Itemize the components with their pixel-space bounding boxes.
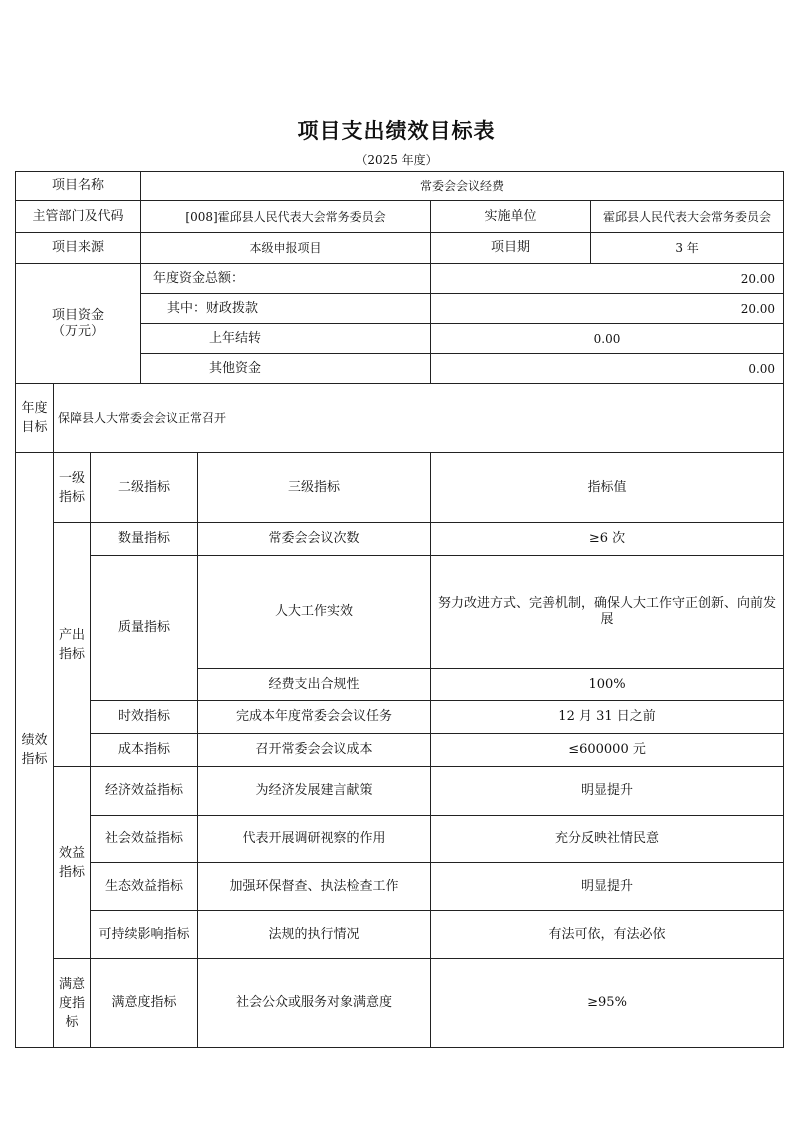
- funds-fiscal-label: 其中：财政拨款: [141, 294, 431, 324]
- satisfaction-label: 满意度指标: [54, 959, 91, 1048]
- dept-value: [008]霍邱县人民代表大会常务委员会: [141, 201, 431, 233]
- impl-value: 霍邱县人民代表大会常务委员会: [591, 201, 784, 233]
- table-row: [16, 863, 784, 911]
- table-row: [16, 453, 784, 523]
- table-row: [16, 233, 784, 264]
- table-row: [16, 767, 784, 816]
- level3-cell: 人大工作实效: [198, 556, 431, 669]
- year-subtitle: （2025 年度）: [355, 153, 438, 167]
- funds-total-value: 20.00: [431, 264, 784, 294]
- table-row: [16, 911, 784, 959]
- level2-cell: 可持续影响指标: [91, 911, 198, 959]
- header-level1: 一级指标: [54, 453, 91, 523]
- funds-label: [16, 264, 141, 384]
- table-row: [16, 384, 784, 453]
- value-cell: 努力改进方式、完善机制，确保人大工作守正创新、向前发展: [431, 556, 784, 669]
- table-row: [16, 523, 784, 556]
- value-cell: 明显提升: [431, 863, 784, 911]
- level3-cell: 召开常委会会议成本: [198, 734, 431, 767]
- funds-fiscal-value: 20.00: [431, 294, 784, 324]
- level3-cell: 经费支出合规性: [198, 669, 431, 701]
- value-cell: ≤600000 元: [431, 734, 784, 767]
- effect-label: 效益指标: [54, 767, 91, 959]
- performance-table: [15, 171, 784, 1048]
- level3-cell: 常委会会议次数: [198, 523, 431, 556]
- funds-label-text: 项目资金: [52, 307, 105, 323]
- level3-cell: 加强环保督查、执法检查工作: [198, 863, 431, 911]
- table-row: [16, 701, 784, 734]
- page-title: 项目支出绩效目标表: [297, 119, 496, 143]
- value-cell: 充分反映社情民意: [431, 816, 784, 863]
- period-value: 3 年: [591, 233, 784, 264]
- header-value: 指标值: [431, 453, 784, 523]
- value-cell: 明显提升: [431, 767, 784, 816]
- header-level3: 三级指标: [198, 453, 431, 523]
- level3-cell: 为经济发展建言献策: [198, 767, 431, 816]
- output-label: 产出指标: [54, 523, 91, 767]
- value-cell: 100%: [431, 669, 784, 701]
- table-row: [16, 959, 784, 1048]
- table-row: [16, 201, 784, 233]
- impl-label: 实施单位: [431, 201, 591, 233]
- indicators-label: 绩效指标: [16, 453, 54, 1048]
- funds-carryover-label: 上年结转: [141, 324, 431, 354]
- table-row: [16, 816, 784, 863]
- table-row: [16, 264, 784, 294]
- level3-cell: 完成本年度常委会会议任务: [198, 701, 431, 734]
- table-row: [16, 734, 784, 767]
- dept-label: 主管部门及代码: [16, 201, 141, 233]
- goal-label: 年度目标: [16, 384, 54, 453]
- value-cell: ≥95%: [431, 959, 784, 1048]
- funds-other-label: 其他资金: [141, 354, 431, 384]
- table-row: [16, 172, 784, 201]
- funds-unit: （万元）: [52, 323, 105, 339]
- source-value: 本级申报项目: [141, 233, 431, 264]
- funds-total-label: 年度资金总额：: [141, 264, 431, 294]
- project-name-label: 项目名称: [16, 172, 141, 201]
- project-name-value: 常委会会议经费: [141, 172, 784, 201]
- level3-cell: 法规的执行情况: [198, 911, 431, 959]
- value-cell: ≥6 次: [431, 523, 784, 556]
- period-label: 项目期: [431, 233, 591, 264]
- source-label: 项目来源: [16, 233, 141, 264]
- level2-cell: 时效指标: [91, 701, 198, 734]
- value-cell: 有法可依，有法必依: [431, 911, 784, 959]
- level2-cell: 经济效益指标: [91, 767, 198, 816]
- level3-cell: 代表开展调研视察的作用: [198, 816, 431, 863]
- goal-value: 保障县人大常委会会议正常召开: [54, 384, 784, 453]
- level2-cell: 数量指标: [91, 523, 198, 556]
- header-level2: 二级指标: [91, 453, 198, 523]
- value-cell: 12 月 31 日之前: [431, 701, 784, 734]
- level2-cell: 生态效益指标: [91, 863, 198, 911]
- funds-other-value: 0.00: [431, 354, 784, 384]
- funds-carryover-value: 0.00: [431, 324, 784, 354]
- level2-cell: 满意度指标: [91, 959, 198, 1048]
- level3-cell: 社会公众或服务对象满意度: [198, 959, 431, 1048]
- level2-cell: 社会效益指标: [91, 816, 198, 863]
- level2-cell: 成本指标: [91, 734, 198, 767]
- level2-cell: 质量指标: [91, 556, 198, 701]
- table-row: [16, 556, 784, 669]
